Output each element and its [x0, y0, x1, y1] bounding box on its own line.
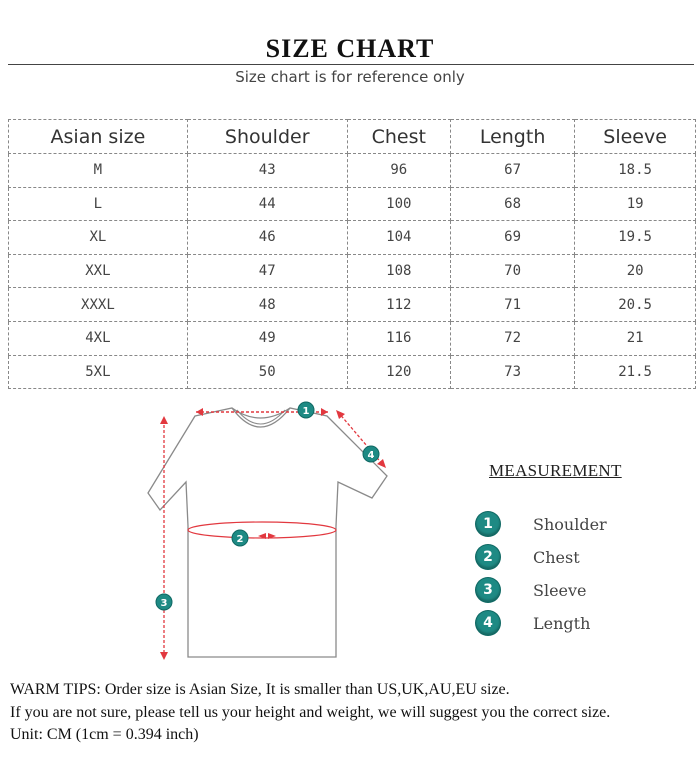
- cell-sleeve: 18.5: [575, 154, 696, 188]
- cell-sleeve: 21: [575, 321, 696, 355]
- t-shirt-icon: [140, 398, 400, 668]
- tips-line-2: If you are not sure, please tell us your height and weight, we will suggest you the correct size.: [10, 703, 611, 721]
- table-row: [9, 154, 696, 188]
- cell-length: 71: [450, 288, 574, 322]
- measurement-heading: MEASUREMENT: [489, 461, 622, 480]
- marker-3: [156, 594, 172, 610]
- cell-sleeve: 21.5: [575, 355, 696, 389]
- table-row: [9, 254, 696, 288]
- svg-text:4: 4: [367, 450, 375, 461]
- legend-label: Shoulder: [533, 515, 607, 534]
- cell-shoulder: 47: [187, 254, 347, 288]
- cell-chest: 108: [347, 254, 450, 288]
- table-header-row: [9, 120, 696, 154]
- header-shoulder: Shoulder: [187, 120, 347, 154]
- tips-line-3: Unit: CM (1cm = 0.394 inch): [10, 726, 199, 743]
- cell-sleeve: 20.5: [575, 288, 696, 322]
- cell-shoulder: 49: [187, 321, 347, 355]
- title-divider: [8, 64, 694, 65]
- number-4-icon: 4: [476, 611, 500, 635]
- page-title: SIZE CHART: [265, 34, 435, 63]
- table-row: [9, 321, 696, 355]
- cell-size: XXL: [9, 254, 188, 288]
- cell-length: 70: [450, 254, 574, 288]
- cell-length: 68: [450, 187, 574, 221]
- cell-chest: 112: [347, 288, 450, 322]
- table-row: [9, 355, 696, 389]
- cell-size: L: [9, 187, 188, 221]
- number-1-icon: 1: [476, 512, 500, 536]
- table-row: [9, 288, 696, 322]
- svg-text:3: 3: [160, 598, 168, 609]
- cell-sleeve: 19.5: [575, 221, 696, 255]
- cell-shoulder: 46: [187, 221, 347, 255]
- marker-2: [232, 530, 248, 546]
- t-shirt-diagram: [140, 398, 400, 668]
- header-sleeve: Sleeve: [575, 120, 696, 154]
- cell-shoulder: 48: [187, 288, 347, 322]
- cell-shoulder: 44: [187, 187, 347, 221]
- cell-chest: 120: [347, 355, 450, 389]
- cell-shoulder: 50: [187, 355, 347, 389]
- legend-label: Sleeve: [533, 581, 587, 600]
- table-row: [9, 187, 696, 221]
- cell-chest: 96: [347, 154, 450, 188]
- cell-size: XXXL: [9, 288, 188, 322]
- header-length: Length: [450, 120, 574, 154]
- tips-line-1: WARM TIPS: Order size is Asian Size, It is smaller than US,UK,AU,EU size.: [10, 681, 510, 698]
- shirt-outline: [148, 408, 387, 657]
- cell-length: 73: [450, 355, 574, 389]
- page-subtitle: Size chart is for reference only: [235, 68, 465, 86]
- marker-1: [298, 402, 314, 418]
- cell-size: XL: [9, 221, 188, 255]
- marker-4: [363, 446, 379, 462]
- warm-tips: [10, 679, 690, 747]
- cell-chest: 100: [347, 187, 450, 221]
- cell-size: 5XL: [9, 355, 188, 389]
- legend-label: Length: [533, 614, 591, 633]
- legend-label: Chest: [533, 548, 580, 567]
- number-3-icon: 3: [476, 578, 500, 602]
- cell-sleeve: 20: [575, 254, 696, 288]
- cell-chest: 116: [347, 321, 450, 355]
- cell-size: M: [9, 154, 188, 188]
- cell-size: 4XL: [9, 321, 188, 355]
- table-row: [9, 221, 696, 255]
- svg-text:1: 1: [302, 406, 310, 417]
- header-asian-size: Asian size: [9, 120, 188, 154]
- cell-length: 72: [450, 321, 574, 355]
- cell-length: 67: [450, 154, 574, 188]
- svg-text:2: 2: [236, 534, 244, 545]
- cell-sleeve: 19: [575, 187, 696, 221]
- header-chest: Chest: [347, 120, 450, 154]
- cell-length: 69: [450, 221, 574, 255]
- cell-chest: 104: [347, 221, 450, 255]
- number-2-icon: 2: [476, 545, 500, 569]
- cell-shoulder: 43: [187, 154, 347, 188]
- size-table: [8, 119, 696, 389]
